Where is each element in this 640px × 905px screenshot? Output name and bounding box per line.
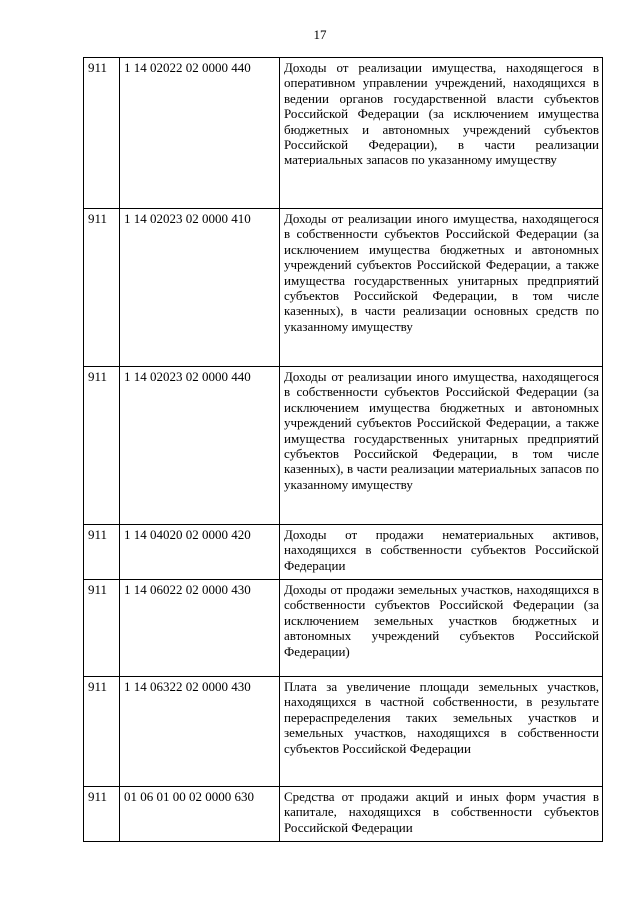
admin-code-cell: 911 bbox=[84, 209, 120, 367]
table-row bbox=[84, 58, 603, 209]
budget-code-cell: 1 14 06322 02 0000 430 bbox=[120, 677, 280, 787]
description-cell: Доходы от реализации иного имущества, находящегося в собственности субъектов Российской Федерации (за исключением имущества бюджетных и автономных учреждений субъектов Российской Федерации, а также имущества государственных унитарных предприятий субъектов Российской Федерации, в том числе казенных), в части реализации основных средств по указанному имуществу bbox=[280, 209, 603, 367]
table-row bbox=[84, 580, 603, 677]
description-cell: Средства от продажи акций и иных форм участия в капитале, находящихся в собственности субъектов Российской Федерации bbox=[280, 787, 603, 842]
budget-code-cell: 1 14 06022 02 0000 430 bbox=[120, 580, 280, 677]
budget-code-cell: 1 14 02023 02 0000 440 bbox=[120, 367, 280, 525]
admin-code-cell: 911 bbox=[84, 367, 120, 525]
table-row bbox=[84, 787, 603, 842]
budget-classification-table bbox=[83, 57, 603, 842]
description-cell: Доходы от реализации иного имущества, находящегося в собственности субъектов Российской Федерации (за исключением имущества бюджетных и автономных учреждений субъектов Российской Федерации, а также имущества государственных унитарных предприятий субъектов Российской Федерации, в том числе казенных), в части реализации материальных запасов по указанному имуществу bbox=[280, 367, 603, 525]
table-row bbox=[84, 525, 603, 580]
budget-code-cell: 1 14 02022 02 0000 440 bbox=[120, 58, 280, 209]
description-cell: Доходы от продажи земельных участков, находящихся в собственности субъектов Российской Федерации (за исключением земельных участков бюджетных и автономных учреждений субъектов Российской Федерации) bbox=[280, 580, 603, 677]
admin-code-cell: 911 bbox=[84, 525, 120, 580]
budget-code-cell: 1 14 04020 02 0000 420 bbox=[120, 525, 280, 580]
description-cell: Плата за увеличение площади земельных участков, находящихся в частной собственности, в результате перераспределения таких земельных участков и земельных участков, находящихся в собственности субъектов Российской Федерации bbox=[280, 677, 603, 787]
table-row bbox=[84, 367, 603, 525]
page-number: 17 bbox=[313, 27, 327, 42]
budget-code-cell: 01 06 01 00 02 0000 630 bbox=[120, 787, 280, 842]
table-row bbox=[84, 209, 603, 367]
admin-code-cell: 911 bbox=[84, 580, 120, 677]
admin-code-cell: 911 bbox=[84, 787, 120, 842]
admin-code-cell: 911 bbox=[84, 58, 120, 209]
table-row bbox=[84, 677, 603, 787]
description-cell: Доходы от продажи нематериальных активов, находящихся в собственности субъектов Российской Федерации bbox=[280, 525, 603, 580]
description-cell: Доходы от реализации имущества, находящегося в оперативном управлении учреждений, находящихся в ведении органов государственной власти субъектов Российской Федерации (за исключением имущества бюджетных и автономных учреждений субъектов Российской Федерации), в части реализации материальных запасов по указанному имуществу bbox=[280, 58, 603, 209]
admin-code-cell: 911 bbox=[84, 677, 120, 787]
budget-code-cell: 1 14 02023 02 0000 410 bbox=[120, 209, 280, 367]
